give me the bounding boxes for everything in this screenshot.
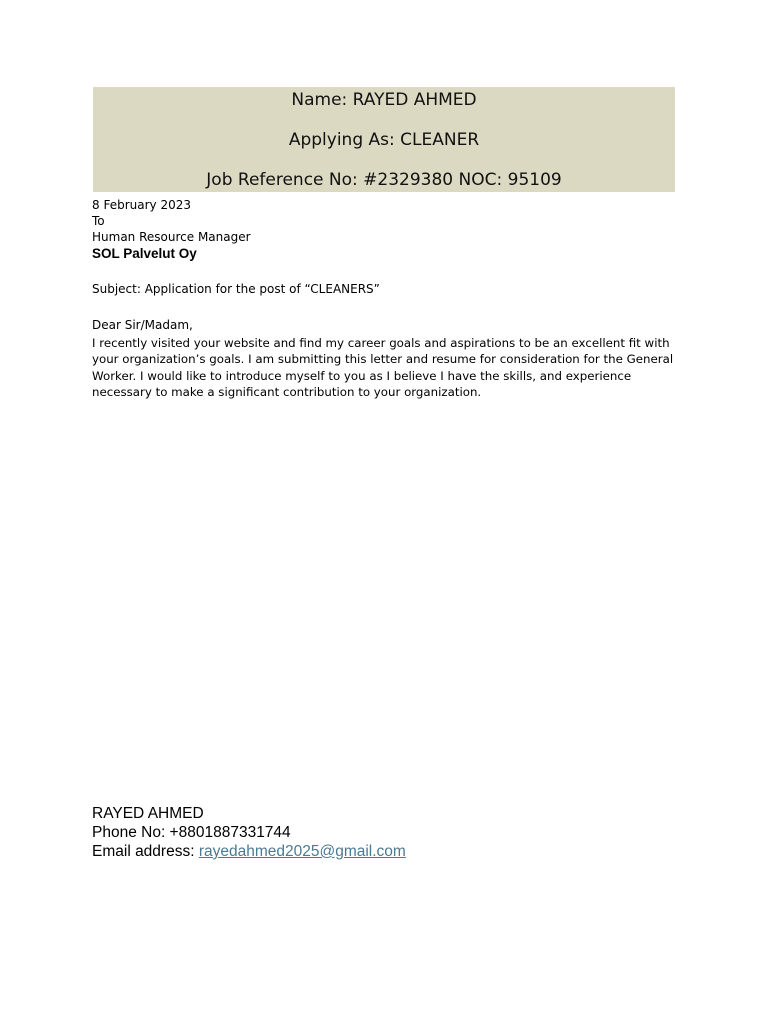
phone-number: Phone No: +8801887331744 <box>92 824 291 841</box>
applying-as-heading: Applying As: CLEANER <box>288 130 480 150</box>
job-reference-heading: Job Reference No: #2329380 NOC: 95109 <box>206 170 562 190</box>
email-line <box>92 843 406 861</box>
company-name: SOL Palvelut Oy <box>92 246 197 261</box>
salutation: Dear Sir/Madam, <box>92 318 193 332</box>
recipient-title: Human Resource Manager <box>92 230 251 244</box>
signature-name: RAYED AHMED <box>92 805 204 822</box>
header-box <box>93 87 675 192</box>
applicant-name-heading: Name: RAYED AHMED <box>291 90 477 110</box>
email-link[interactable]: rayedahmed2025@gmail.com <box>198 843 406 860</box>
letter-date: 8 February 2023 <box>92 198 191 212</box>
letter-body: I recently visited your website and find my career goals and aspirations to be an excellent fit with your organization’s goals. I am submitting this letter and resume for consideration for the General Worker. I would like to introduce myself to you as I believe I have the skills, and experience necessary to make a significant contribution to your organization. <box>92 336 674 399</box>
email-label: Email address: <box>92 843 199 860</box>
subject-line: Subject: Application for the post of “CLEANERS” <box>92 282 380 296</box>
to-label: To <box>92 214 105 228</box>
